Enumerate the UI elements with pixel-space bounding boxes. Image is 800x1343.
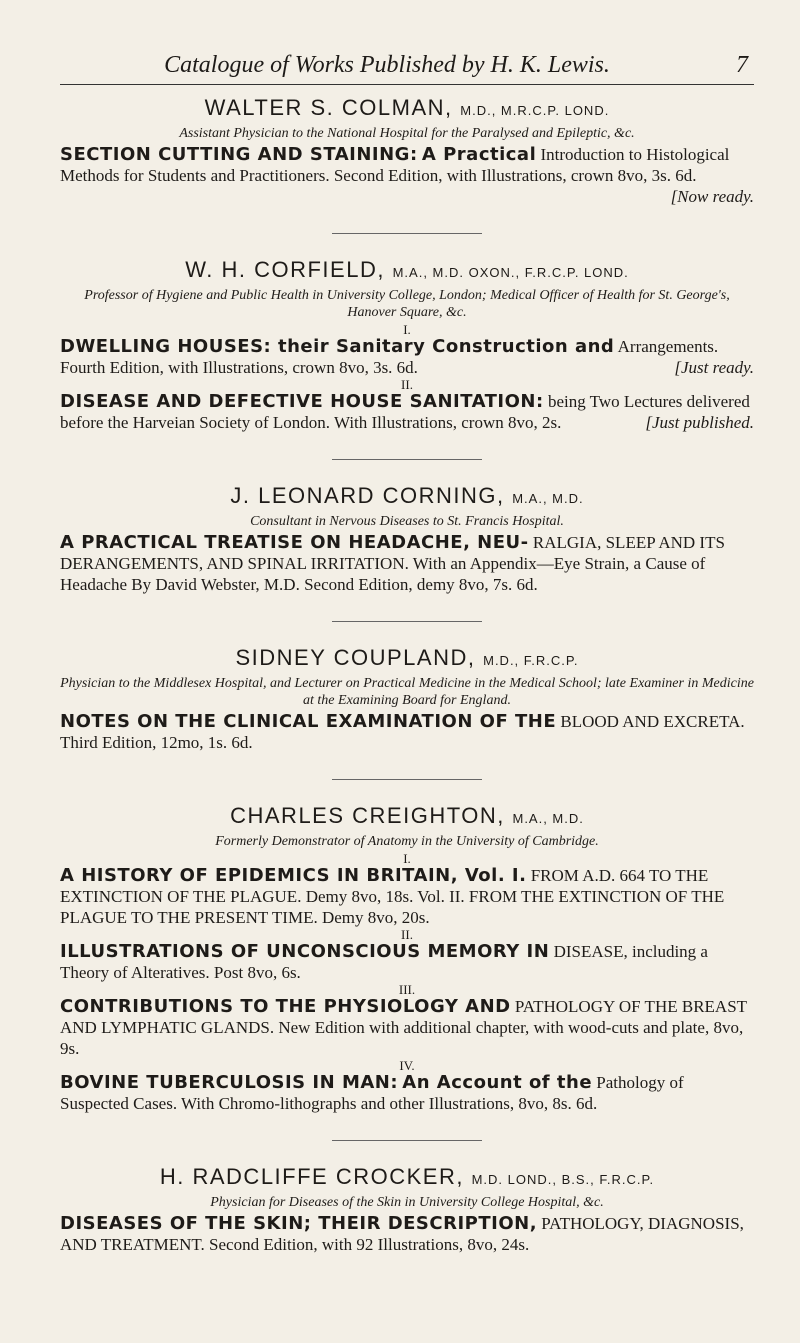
book-title: DISEASES OF THE SKIN; THEIR DESCRIPTION, bbox=[60, 1213, 538, 1234]
page-header bbox=[60, 0, 754, 78]
author-heading bbox=[60, 804, 754, 831]
book-entry bbox=[60, 1072, 754, 1114]
author-credentials: M.D., M.R.C.P. LOND. bbox=[460, 103, 610, 118]
book-title: A PRACTICAL TREATISE ON HEADACHE, NEU- bbox=[60, 532, 529, 553]
entry-separator bbox=[332, 621, 482, 622]
book-title: ILLUSTRATIONS OF UNCONSCIOUS MEMORY IN bbox=[60, 941, 550, 962]
author-name: W. H. CORFIELD, bbox=[185, 257, 385, 282]
book-description: PATHOLOGY, DIAGNOSIS, AND TREATMENT. Second Edition, with 92 Illustrations, 8vo, 24s. bbox=[60, 1214, 744, 1254]
book-entry bbox=[60, 144, 754, 207]
author-affiliation: Formerly Demonstrator of Anatomy in the University of Cambridge. bbox=[215, 834, 599, 849]
header-rule bbox=[60, 84, 754, 85]
book-subtitle: An Account of the bbox=[402, 1072, 593, 1093]
book-entry bbox=[60, 336, 754, 378]
author-affiliation: Assistant Physician to the National Hospital for the Paralysed and Epileptic, &c. bbox=[179, 126, 635, 141]
book-description: BLOOD AND EXCRETA. Third Edition, 12mo, 1s. 6d. bbox=[60, 712, 745, 752]
book-title: CONTRIBUTIONS TO THE PHYSIOLOGY AND bbox=[60, 996, 511, 1017]
author-name: SIDNEY COUPLAND, bbox=[235, 645, 476, 670]
author-credentials: M.D., F.R.C.P. bbox=[483, 653, 579, 668]
author-affiliation: Physician for Diseases of the Skin in University College Hospital, &c. bbox=[210, 1195, 604, 1210]
publication-status: [Just published. bbox=[645, 413, 754, 432]
author-affiliation: Physician to the Middlesex Hospital, and Lecturer on Practical Medicine in the Medical School; late Examiner in Medicine at the Examining Board for England. bbox=[60, 676, 754, 708]
book-entry bbox=[60, 941, 754, 983]
book-description: Arrangements. Fourth Edition, with Illustrations, crown 8vo, 3s. 6d. bbox=[60, 337, 719, 377]
running-title: Catalogue of Works Published by H. K. Lewis. bbox=[164, 52, 610, 78]
book-entry bbox=[60, 711, 754, 753]
book-title: BOVINE TUBERCULOSIS IN MAN: bbox=[60, 1072, 399, 1093]
volume-numeral: II. bbox=[401, 377, 413, 392]
volume-numeral: I. bbox=[403, 322, 411, 337]
book-description: Introduction to Histological Methods for Students and Practitioners. Second Edition, with Illustrations, crown 8vo, 3s. 6d. bbox=[60, 145, 730, 185]
author-heading bbox=[60, 1165, 754, 1192]
entry-separator bbox=[332, 1140, 482, 1141]
entry-separator bbox=[332, 459, 482, 460]
author-affiliation: Consultant in Nervous Diseases to St. Francis Hospital. bbox=[250, 514, 564, 529]
entry-separator bbox=[332, 233, 482, 234]
book-description: FROM A.D. 664 TO THE EXTINCTION OF THE PLAGUE. Demy 8vo, 18s. Vol. II. FROM THE EXTINCTION OF THE PLAGUE TO THE PRESENT TIME. Demy 8vo, 20s. bbox=[60, 866, 725, 927]
volume-numeral: I. bbox=[403, 851, 411, 866]
book-description: being Two Lectures delivered before the Harveian Society of London. With Illustrations, crown 8vo, 2s. bbox=[60, 392, 750, 432]
book-entry bbox=[60, 865, 754, 928]
author-heading bbox=[60, 258, 754, 285]
author-heading bbox=[60, 646, 754, 673]
book-description: Pathology of Suspected Cases. With Chromo-lithographs and other Illustrations, 8vo, 8s. 6d. bbox=[60, 1073, 684, 1113]
author-name: CHARLES CREIGHTON, bbox=[230, 803, 505, 828]
author-name: J. LEONARD CORNING, bbox=[230, 483, 505, 508]
entry-separator bbox=[332, 779, 482, 780]
author-heading bbox=[60, 96, 754, 123]
catalogue-entries bbox=[60, 96, 754, 1255]
book-title: DWELLING HOUSES: their Sanitary Construction and bbox=[60, 336, 615, 357]
author-heading bbox=[60, 484, 754, 511]
volume-numeral: III. bbox=[398, 982, 416, 997]
book-title: DISEASE AND DEFECTIVE HOUSE SANITATION: bbox=[60, 391, 544, 412]
author-name: WALTER S. COLMAN, bbox=[204, 95, 453, 120]
book-entry bbox=[60, 1213, 754, 1255]
book-description: DISEASE, including a Theory of Alteratives. Post 8vo, 6s. bbox=[60, 942, 708, 982]
book-title: NOTES ON THE CLINICAL EXAMINATION OF THE bbox=[60, 711, 557, 732]
book-entry bbox=[60, 996, 754, 1059]
author-credentials: M.A., M.D. OXON., F.R.C.P. LOND. bbox=[392, 265, 629, 280]
book-subtitle: A Practical bbox=[421, 144, 537, 165]
volume-numeral: II. bbox=[401, 927, 413, 942]
book-description: RALGIA, SLEEP AND ITS DERANGEMENTS, AND SPINAL IRRITATION. With an Appendix—Eye Strain, a Cause of Headache By David Webster, M.D. Second Edition, demy 8vo, 7s. 6d. bbox=[60, 533, 725, 594]
author-affiliation: Professor of Hygiene and Public Health in University College, London; Medical Officer of Health for St. George's, Hanover Square, &c. bbox=[84, 288, 730, 320]
book-entry bbox=[60, 532, 754, 595]
author-credentials: M.A., M.D. bbox=[512, 491, 584, 506]
page-number: 7 bbox=[736, 52, 748, 78]
author-credentials: M.A., M.D. bbox=[512, 811, 584, 826]
author-credentials: M.D. LOND., B.S., F.R.C.P. bbox=[471, 1172, 655, 1187]
author-name: H. RADCLIFFE CROCKER, bbox=[159, 1164, 464, 1189]
book-description: PATHOLOGY OF THE BREAST AND LYMPHATIC GLANDS. New Edition with additional chapter, with wood-cuts and plate, 8vo, 9s. bbox=[60, 997, 747, 1058]
book-title: A HISTORY OF EPIDEMICS IN BRITAIN, Vol. I. bbox=[60, 865, 527, 886]
book-title: SECTION CUTTING AND STAINING: bbox=[60, 144, 418, 165]
volume-numeral: IV. bbox=[399, 1058, 415, 1073]
publication-status: [Just ready. bbox=[674, 358, 754, 377]
publication-status: [Now ready. bbox=[670, 187, 754, 206]
book-entry bbox=[60, 391, 754, 433]
